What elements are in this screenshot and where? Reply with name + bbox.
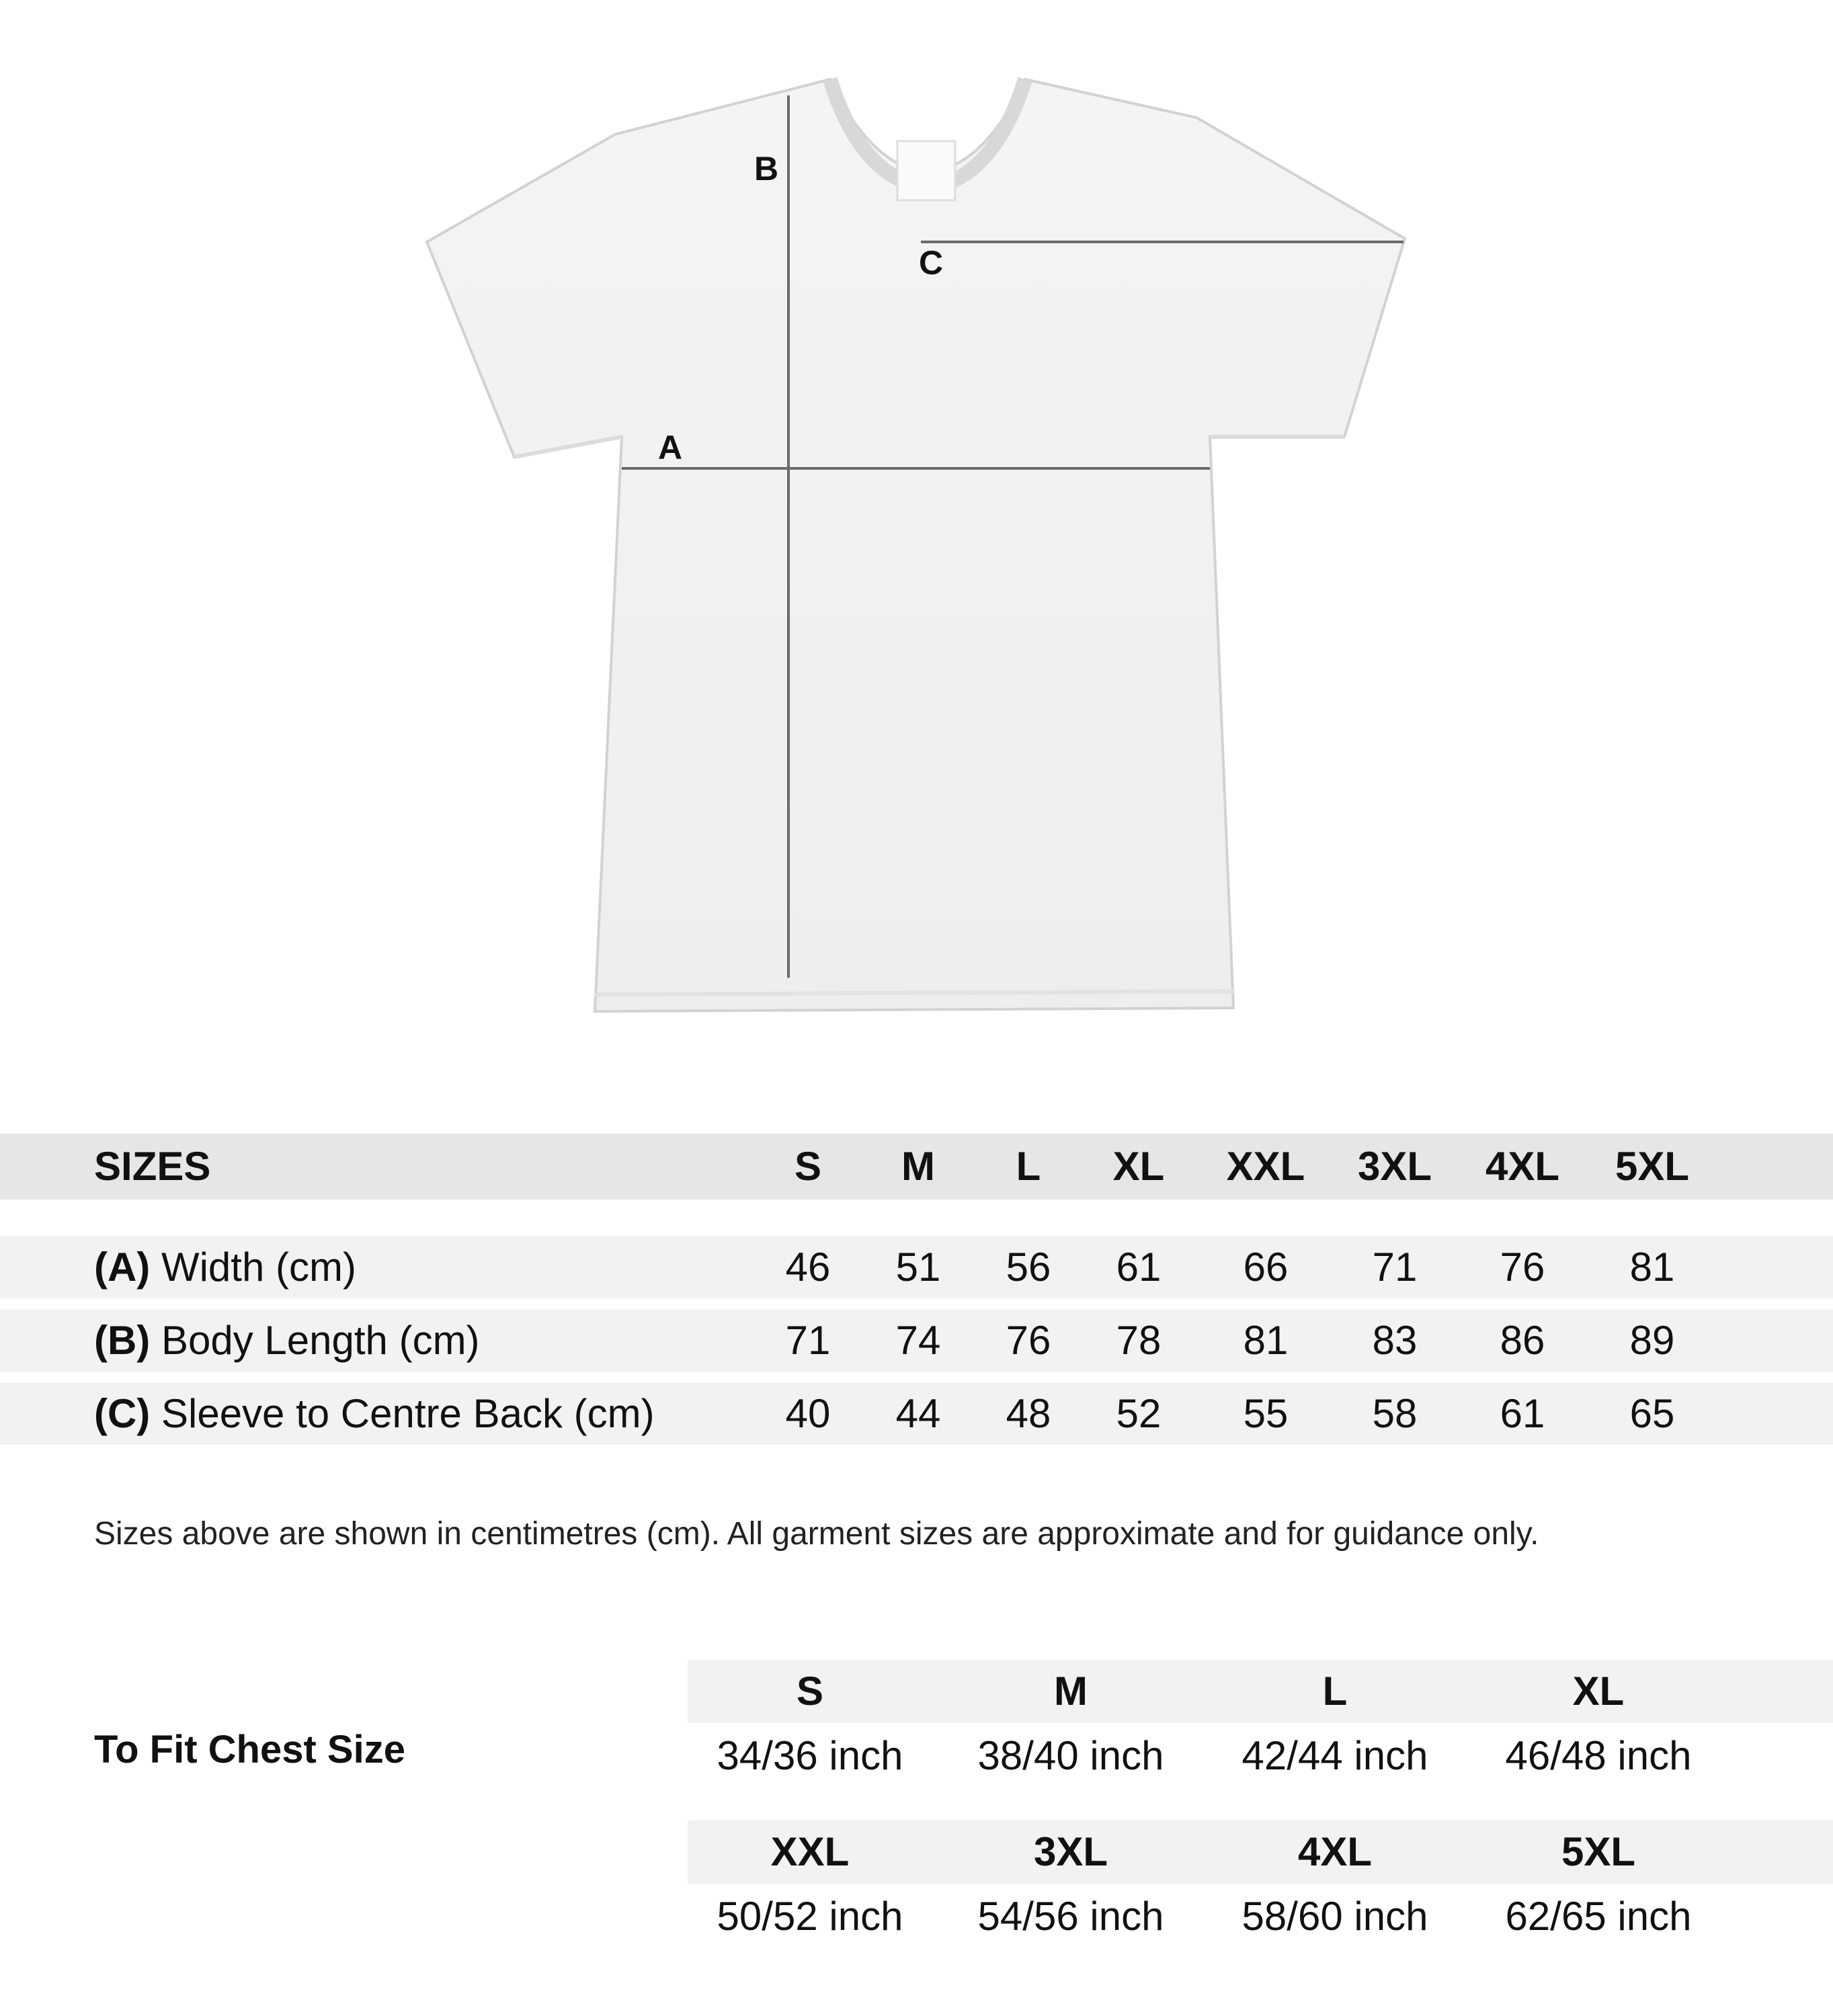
size-disclaimer: Sizes above are shown in centimetres (cm). All garment sizes are approximate and for guidance only. <box>94 1516 1539 1552</box>
table-cell: 81 <box>1243 1318 1289 1363</box>
row-key: (C) <box>94 1391 151 1436</box>
chest-size-xl: XL <box>1572 1669 1625 1714</box>
row-label: Width (cm) <box>161 1245 356 1290</box>
size-header-xl: XL <box>1112 1144 1165 1189</box>
size-header-xxl: XXL <box>1226 1144 1305 1189</box>
table-cell: 56 <box>1006 1245 1051 1290</box>
row-label: Body Length (cm) <box>161 1318 480 1363</box>
row-label-body-length <box>94 1310 480 1372</box>
table-cell: 44 <box>895 1391 941 1436</box>
table-cell: 55 <box>1243 1391 1289 1436</box>
table-cell: 89 <box>1629 1318 1675 1363</box>
tshirt-icon <box>427 79 1405 1011</box>
table-row <box>0 1236 1833 1298</box>
row-label: Sleeve to Centre Back (cm) <box>161 1391 655 1436</box>
table-cell: 83 <box>1372 1318 1418 1363</box>
chest-value: 38/40 inch <box>977 1733 1164 1778</box>
table-cell: 46 <box>785 1245 831 1290</box>
table-cell: 74 <box>895 1318 941 1363</box>
row-key: (B) <box>94 1318 151 1363</box>
chest-size-m: M <box>1054 1669 1088 1714</box>
table-cell: 48 <box>1006 1391 1051 1436</box>
label-c: C <box>919 244 944 282</box>
chest-size-4xl: 4XL <box>1297 1829 1373 1874</box>
table-cell: 86 <box>1500 1318 1545 1363</box>
table-cell: 76 <box>1500 1245 1545 1290</box>
table-cell: 66 <box>1243 1245 1289 1290</box>
chest-value: 54/56 inch <box>977 1894 1164 1939</box>
size-table-header <box>0 1134 1833 1200</box>
label-a: A <box>658 429 683 466</box>
table-cell: 78 <box>1116 1318 1162 1363</box>
chest-value: 50/52 inch <box>717 1894 903 1939</box>
chest-size-3xl: 3XL <box>1033 1829 1108 1874</box>
size-header-m: M <box>901 1144 935 1189</box>
table-row <box>0 1383 1833 1445</box>
chest-value: 46/48 inch <box>1505 1733 1692 1778</box>
neck-tag <box>897 141 955 200</box>
table-cell: 71 <box>785 1318 831 1363</box>
chest-size-title: To Fit Chest Size <box>94 1728 405 1771</box>
table-cell: 52 <box>1116 1391 1162 1436</box>
chest-size-s: S <box>796 1669 824 1714</box>
chest-value: 34/36 inch <box>717 1733 903 1778</box>
table-cell: 81 <box>1629 1245 1675 1290</box>
chest-value: 62/65 inch <box>1505 1894 1692 1939</box>
table-cell: 61 <box>1116 1245 1162 1290</box>
row-label-sleeve <box>94 1383 655 1445</box>
table-cell: 61 <box>1500 1391 1545 1436</box>
chest-value: 58/60 inch <box>1241 1894 1428 1939</box>
chest-size-l: L <box>1322 1669 1348 1714</box>
size-header-5xl: 5XL <box>1615 1144 1690 1189</box>
size-header-l: L <box>1016 1144 1041 1189</box>
row-label-width <box>94 1236 356 1298</box>
row-key: (A) <box>94 1245 151 1290</box>
chest-size-xxl: XXL <box>770 1829 850 1874</box>
table-cell: 51 <box>895 1245 941 1290</box>
size-header-4xl: 4XL <box>1485 1144 1560 1189</box>
label-b: B <box>754 150 779 187</box>
table-row <box>0 1310 1833 1372</box>
table-cell: 76 <box>1006 1318 1051 1363</box>
table-cell: 71 <box>1372 1245 1418 1290</box>
chest-value: 42/44 inch <box>1241 1733 1428 1778</box>
chest-size-5xl: 5XL <box>1561 1829 1636 1874</box>
size-header-3xl: 3XL <box>1357 1144 1432 1189</box>
size-header-s: S <box>794 1144 822 1189</box>
table-cell: 40 <box>785 1391 831 1436</box>
table-cell: 65 <box>1629 1391 1675 1436</box>
table-cell: 58 <box>1372 1391 1418 1436</box>
sizes-heading: SIZES <box>94 1144 211 1189</box>
